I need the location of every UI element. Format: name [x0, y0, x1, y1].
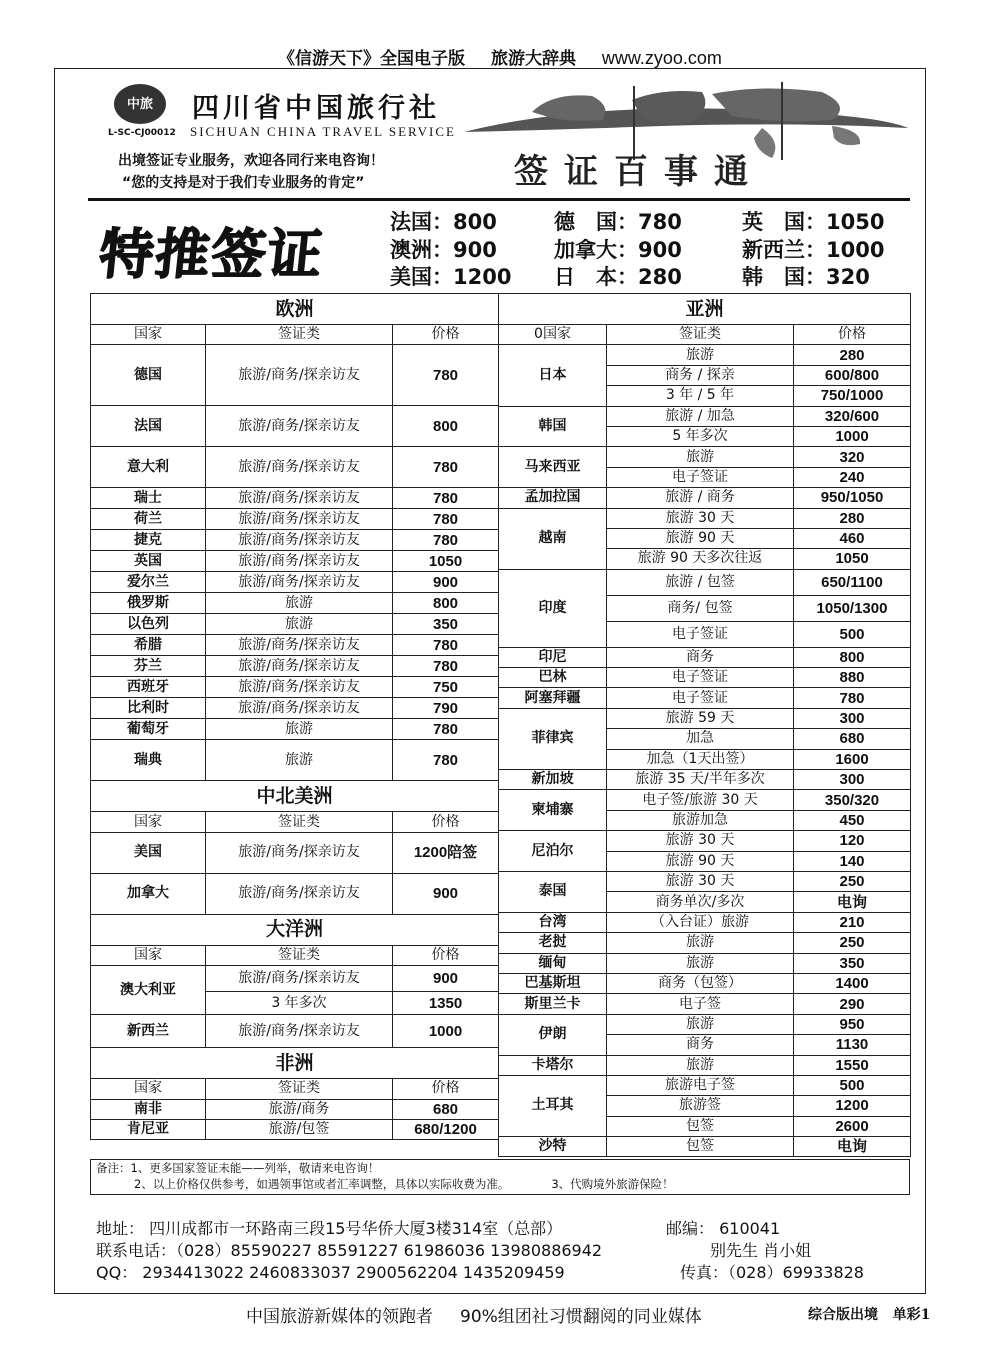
price-cell: 280: [794, 508, 911, 528]
table-row: [91, 719, 499, 740]
country-cell: 尼泊尔: [499, 831, 607, 872]
table-row: [499, 345, 911, 365]
visa-service-title: 签证百事通: [514, 152, 764, 192]
visa-type-cell: 电子签证: [607, 688, 794, 708]
visa-type-cell: 3 年 / 5 年: [607, 386, 794, 406]
table-row: [499, 668, 911, 688]
table-row: [91, 698, 499, 719]
column-header: 国家: [91, 1079, 206, 1099]
company-name-cn: 四川省中国旅行社: [192, 93, 440, 124]
country-cell: 韩国: [499, 406, 607, 447]
visa-type-cell: 加急: [607, 729, 794, 749]
price-cell: 780: [393, 488, 499, 509]
table-row: [91, 635, 499, 656]
price-cell: 900: [393, 572, 499, 593]
visa-type-cell: 旅游 30 天: [607, 871, 794, 891]
country-cell: 卡塔尔: [499, 1055, 607, 1075]
price-cell: 350/320: [794, 790, 911, 810]
country-cell: 越南: [499, 508, 607, 569]
promo-item: 新西兰：1000: [742, 238, 885, 262]
column-header: 价格: [794, 325, 911, 345]
table-row: [91, 1119, 499, 1139]
section-title: 非洲: [91, 1048, 499, 1079]
price-cell: 320/600: [794, 406, 911, 426]
table-row: [499, 688, 911, 708]
country-cell: 老挝: [499, 933, 607, 953]
column-header: 价格: [393, 325, 499, 345]
visa-type-cell: 旅游: [206, 614, 393, 635]
table-row: [499, 708, 911, 728]
country-cell: 荷兰: [91, 509, 206, 530]
visa-type-cell: 旅游/商务/探亲访友: [206, 656, 393, 677]
price-cell: 1200陪签: [393, 832, 499, 873]
column-header: 0国家: [499, 325, 607, 345]
visa-type-cell: 商务 / 探亲: [607, 365, 794, 385]
column-header: 签证类: [206, 1079, 393, 1099]
price-cell: 450: [794, 810, 911, 830]
price-cell: 900: [393, 873, 499, 914]
company-name-en: SICHUAN CHINA TRAVEL SERVICE: [190, 124, 456, 139]
price-cell: 1050: [393, 551, 499, 572]
price-cell: 500: [794, 1075, 911, 1095]
visa-type-cell: 包签: [607, 1116, 794, 1136]
table-row: [91, 406, 499, 447]
visa-type-cell: 旅游 35 天/半年多次: [607, 770, 794, 790]
table-row: [499, 790, 911, 810]
country-cell: 南非: [91, 1099, 206, 1119]
price-cell: 780: [393, 740, 499, 781]
price-cell: 1050/1300: [794, 595, 911, 621]
table-row: [91, 447, 499, 488]
magazine-title: 《信游天下》全国电子版: [278, 49, 466, 69]
country-cell: 斯里兰卡: [499, 994, 607, 1014]
header-row: [91, 325, 499, 345]
footer-slogan: 中国旅游新媒体的领跑者 90%组团社习惯翻阅的同业媒体: [246, 1307, 702, 1327]
promo-item: 英 国：1050: [742, 210, 885, 234]
price-cell: 320: [794, 447, 911, 467]
price-cell: 240: [794, 467, 911, 487]
visa-type-cell: 商务: [607, 1035, 794, 1055]
visa-type-cell: 旅游/商务/探亲访友: [206, 572, 393, 593]
price-cell: 790: [393, 698, 499, 719]
visa-type-cell: 商务: [607, 647, 794, 667]
price-cell: 1400: [794, 973, 911, 993]
country-cell: 新加坡: [499, 770, 607, 790]
visa-type-cell: 旅游 90 天多次往返: [607, 549, 794, 569]
price-cell: 780: [393, 635, 499, 656]
price-cell: 1050: [794, 549, 911, 569]
country-cell: 伊朗: [499, 1014, 607, 1055]
visa-type-cell: 旅游/商务/探亲访友: [206, 966, 393, 992]
header-row: [91, 812, 499, 832]
country-cell: 英国: [91, 551, 206, 572]
price-cell: 1550: [794, 1055, 911, 1075]
country-cell: 德国: [91, 345, 206, 406]
visa-type-cell: 旅游/商务/探亲访友: [206, 635, 393, 656]
price-cell: 280: [794, 345, 911, 365]
note-2: 2、以上价格仅供参考，如遇领事馆或者汇率调整，具体以实际收费为准。: [134, 1177, 510, 1191]
price-cell: 780: [393, 656, 499, 677]
country-cell: 缅甸: [499, 953, 607, 973]
visa-type-cell: 旅游: [607, 953, 794, 973]
visa-type-cell: 5 年多次: [607, 426, 794, 446]
price-cell: 800: [393, 593, 499, 614]
table-row: [91, 1015, 499, 1048]
section-row: [91, 781, 499, 812]
header-row: [499, 325, 911, 345]
promo-item: 美国：1200: [390, 265, 512, 289]
country-cell: 孟加拉国: [499, 488, 607, 508]
price-cell: 950/1050: [794, 488, 911, 508]
visa-type-cell: 旅游/商务/探亲访友: [206, 509, 393, 530]
visa-type-cell: 旅游/商务/探亲访友: [206, 488, 393, 509]
column-header: 签证类: [607, 325, 794, 345]
promo-item: 日 本：280: [554, 265, 682, 289]
contact-persons: 别先生 肖小姐: [710, 1241, 812, 1260]
country-cell: 沙特: [499, 1137, 607, 1157]
column-header: 价格: [393, 1079, 499, 1099]
section-title: 亚洲: [499, 294, 911, 325]
visa-type-cell: 电子签证: [607, 621, 794, 647]
header-row: [91, 1079, 499, 1099]
price-cell: 780: [393, 719, 499, 740]
country-cell: 希腊: [91, 635, 206, 656]
country-cell: 芬兰: [91, 656, 206, 677]
country-cell: 日本: [499, 345, 607, 406]
column-header: 国家: [91, 325, 206, 345]
visa-type-cell: 旅游/商务/探亲访友: [206, 1015, 393, 1048]
postcode: 邮编： 610041: [666, 1219, 781, 1238]
visa-type-cell: 旅游签: [607, 1096, 794, 1116]
table-row: [91, 509, 499, 530]
country-cell: 葡萄牙: [91, 719, 206, 740]
promo-item: 加拿大：900: [554, 238, 682, 262]
column-header: 国家: [91, 945, 206, 965]
visa-type-cell: 旅游加急: [607, 810, 794, 830]
notes: [96, 1160, 674, 1192]
visa-type-cell: 旅游 90 天: [607, 851, 794, 871]
price-cell: 680/1200: [393, 1119, 499, 1139]
section-title: 欧洲: [91, 294, 499, 325]
country-cell: 澳大利亚: [91, 966, 206, 1015]
table-row: [499, 831, 911, 851]
table-row: [91, 740, 499, 781]
price-cell: 880: [794, 668, 911, 688]
table-row: [499, 488, 911, 508]
country-cell: 加拿大: [91, 873, 206, 914]
price-cell: 1000: [393, 1015, 499, 1048]
country-cell: 阿塞拜疆: [499, 688, 607, 708]
visa-type-cell: 旅游/商务/探亲访友: [206, 698, 393, 719]
visa-type-cell: 旅游: [206, 740, 393, 781]
country-cell: 巴基斯坦: [499, 973, 607, 993]
top-banner: [0, 44, 1000, 69]
column-header: 价格: [393, 945, 499, 965]
visa-type-cell: 旅游: [206, 719, 393, 740]
left-price-table: [90, 293, 499, 1140]
column-header: 价格: [393, 812, 499, 832]
country-cell: 巴林: [499, 668, 607, 688]
section-title: 中北美洲: [91, 781, 499, 812]
country-cell: 以色列: [91, 614, 206, 635]
column-header: 签证类: [206, 325, 393, 345]
visa-type-cell: 旅游/商务/探亲访友: [206, 530, 393, 551]
footer-page-label: 综合版出境 单彩1: [808, 1307, 931, 1323]
price-cell: 780: [393, 447, 499, 488]
table-row: [499, 406, 911, 426]
price-cell: 290: [794, 994, 911, 1014]
visa-type-cell: 旅游/商务/探亲访友: [206, 406, 393, 447]
country-cell: 新西兰: [91, 1015, 206, 1048]
price-cell: 1000: [794, 426, 911, 446]
visa-type-cell: 电子签/旅游 30 天: [607, 790, 794, 810]
price-cell: 250: [794, 871, 911, 891]
address: 地址： 四川成都市一环路南三段15号华侨大厦3楼314室（总部）: [96, 1219, 563, 1238]
visa-type-cell: 旅游 59 天: [607, 708, 794, 728]
visa-type-cell: 旅游: [607, 1055, 794, 1075]
visa-type-cell: 旅游/商务: [206, 1099, 393, 1119]
note-line-1: 备注：1、更多国家签证未能——列举，敬请来电咨询！: [96, 1161, 380, 1175]
country-cell: 法国: [91, 406, 206, 447]
country-cell: 比利时: [91, 698, 206, 719]
price-cell: 1350: [393, 992, 499, 1015]
country-cell: 柬埔寨: [499, 790, 607, 831]
country-cell: 台湾: [499, 912, 607, 932]
country-cell: 印度: [499, 569, 607, 647]
table-row: [499, 447, 911, 467]
visa-type-cell: 旅游/商务/探亲访友: [206, 447, 393, 488]
fax-number: 传真：（028）69933828: [680, 1263, 864, 1282]
price-cell: 680: [393, 1099, 499, 1119]
slogan-line-2: “您的支持是对于我们专业服务的肯定”: [122, 175, 365, 191]
visa-type-cell: 旅游 90 天: [607, 528, 794, 548]
country-cell: 意大利: [91, 447, 206, 488]
promo-item: 澳洲：900: [390, 238, 497, 262]
visa-type-cell: 旅游 / 商务: [607, 488, 794, 508]
column-header: 国家: [91, 812, 206, 832]
visa-type-cell: 旅游: [607, 933, 794, 953]
country-cell: 瑞典: [91, 740, 206, 781]
price-cell: 300: [794, 708, 911, 728]
section-row: [91, 294, 499, 325]
country-cell: 捷克: [91, 530, 206, 551]
table-row: [499, 871, 911, 891]
visa-type-cell: 旅游/商务/探亲访友: [206, 832, 393, 873]
visa-type-cell: 电子签: [607, 994, 794, 1014]
visa-type-cell: 旅游/商务/探亲访友: [206, 677, 393, 698]
table-row: [499, 647, 911, 667]
country-cell: 土耳其: [499, 1075, 607, 1136]
section-row: [91, 914, 499, 945]
visa-type-cell: 旅游电子签: [607, 1075, 794, 1095]
price-cell: 900: [393, 966, 499, 992]
section-row: [499, 294, 911, 325]
table-row: [91, 551, 499, 572]
visa-type-cell: 加急（1天出签）: [607, 749, 794, 769]
price-cell: 350: [794, 953, 911, 973]
column-header: 签证类: [206, 812, 393, 832]
table-row: [499, 1014, 911, 1034]
visa-type-cell: 电子签证: [607, 668, 794, 688]
table-row: [499, 912, 911, 932]
price-cell: 250: [794, 933, 911, 953]
price-cell: 800: [794, 647, 911, 667]
visa-type-cell: 旅游 30 天: [607, 831, 794, 851]
visa-type-cell: 3 年多次: [206, 992, 393, 1015]
country-cell: 美国: [91, 832, 206, 873]
table-row: [499, 933, 911, 953]
promo-item: 韩 国：320: [742, 265, 870, 289]
header-row: [91, 945, 499, 965]
visa-type-cell: 旅游/商务/探亲访友: [206, 551, 393, 572]
country-cell: 马来西亚: [499, 447, 607, 488]
visa-type-cell: 旅游: [607, 345, 794, 365]
price-cell: 750: [393, 677, 499, 698]
section-row: [91, 1048, 499, 1079]
visa-type-cell: 商务（包签）: [607, 973, 794, 993]
table-row: [91, 572, 499, 593]
asia-price-table: [498, 293, 911, 1157]
header-divider: [88, 198, 910, 201]
visa-type-cell: （入台证）旅游: [607, 912, 794, 932]
license-number: L-SC-CJ00012: [108, 128, 176, 138]
table-row: [499, 569, 911, 595]
table-row: [499, 994, 911, 1014]
price-cell: 140: [794, 851, 911, 871]
section-title: 大洋洲: [91, 914, 499, 945]
table-row: [499, 1137, 911, 1157]
country-cell: 肯尼亚: [91, 1119, 206, 1139]
table-row: [499, 953, 911, 973]
table-row: [91, 530, 499, 551]
price-cell: 780: [393, 530, 499, 551]
price-cell: 780: [393, 345, 499, 406]
visa-type-cell: 旅游 30 天: [607, 508, 794, 528]
price-cell: 800: [393, 406, 499, 447]
price-cell: 750/1000: [794, 386, 911, 406]
visa-type-cell: 旅游 / 包签: [607, 569, 794, 595]
visa-type-cell: 旅游: [607, 447, 794, 467]
promo-item: 法国：800: [390, 210, 497, 234]
visa-type-cell: 电子签证: [607, 467, 794, 487]
visa-type-cell: 商务单次/多次: [607, 892, 794, 912]
cts-logo: 中旅: [114, 84, 166, 124]
price-cell: 1200: [794, 1096, 911, 1116]
visa-type-cell: 旅游/商务/探亲访友: [206, 345, 393, 406]
website-link[interactable]: www.zyoo.com: [601, 48, 722, 68]
table-row: [91, 656, 499, 677]
table-row: [499, 973, 911, 993]
note-3: 3、代购境外旅游保险！: [551, 1177, 674, 1191]
promo-item: 德 国：780: [554, 210, 682, 234]
visa-type-cell: 旅游/商务/探亲访友: [206, 873, 393, 914]
price-cell: 650/1100: [794, 569, 911, 595]
price-cell: 120: [794, 831, 911, 851]
price-cell: 2600: [794, 1116, 911, 1136]
table-row: [91, 677, 499, 698]
price-cell: 600/800: [794, 365, 911, 385]
phone-numbers: 联系电话：（028）85590227 85591227 61986036 13980886942: [96, 1241, 603, 1260]
price-cell: 210: [794, 912, 911, 932]
column-header: 签证类: [206, 945, 393, 965]
table-row: [499, 770, 911, 790]
table-row: [91, 593, 499, 614]
table-row: [499, 1055, 911, 1075]
qq-numbers: QQ： 2934413022 2460833037 2900562204 1435209459: [96, 1263, 565, 1282]
price-cell: 电询: [794, 1137, 911, 1157]
visa-type-cell: 旅游/包签: [206, 1119, 393, 1139]
price-cell: 950: [794, 1014, 911, 1034]
table-row: [91, 1099, 499, 1119]
visa-type-cell: 旅游: [206, 593, 393, 614]
table-row: [91, 873, 499, 914]
visa-type-cell: 旅游 / 加急: [607, 406, 794, 426]
country-cell: 菲律宾: [499, 708, 607, 769]
table-row: [91, 614, 499, 635]
table-row: [91, 488, 499, 509]
price-cell: 500: [794, 621, 911, 647]
country-cell: 俄罗斯: [91, 593, 206, 614]
price-cell: 1130: [794, 1035, 911, 1055]
country-cell: 爱尔兰: [91, 572, 206, 593]
price-cell: 电询: [794, 892, 911, 912]
dictionary-title: 旅游大辞典: [490, 49, 576, 69]
visa-type-cell: 包签: [607, 1137, 794, 1157]
table-row: [499, 1075, 911, 1095]
visa-type-cell: 旅游: [607, 1014, 794, 1034]
visa-type-cell: 商务/ 包签: [607, 595, 794, 621]
featured-visa-title: 特推签证: [96, 223, 327, 286]
slogan-line-1: 出境签证专业服务，欢迎各同行来电咨询！: [118, 153, 384, 169]
visa-price-tables: [90, 293, 910, 1196]
note-line-2: [96, 1176, 674, 1192]
country-cell: 泰国: [499, 871, 607, 912]
price-cell: 460: [794, 528, 911, 548]
price-cell: 300: [794, 770, 911, 790]
price-cell: 680: [794, 729, 911, 749]
price-cell: 1600: [794, 749, 911, 769]
price-cell: 350: [393, 614, 499, 635]
price-cell: 780: [794, 688, 911, 708]
country-cell: 西班牙: [91, 677, 206, 698]
country-cell: 印尼: [499, 647, 607, 667]
country-cell: 瑞士: [91, 488, 206, 509]
table-row: [91, 966, 499, 992]
table-row: [499, 508, 911, 528]
table-row: [91, 345, 499, 406]
price-cell: 780: [393, 509, 499, 530]
table-row: [91, 832, 499, 873]
